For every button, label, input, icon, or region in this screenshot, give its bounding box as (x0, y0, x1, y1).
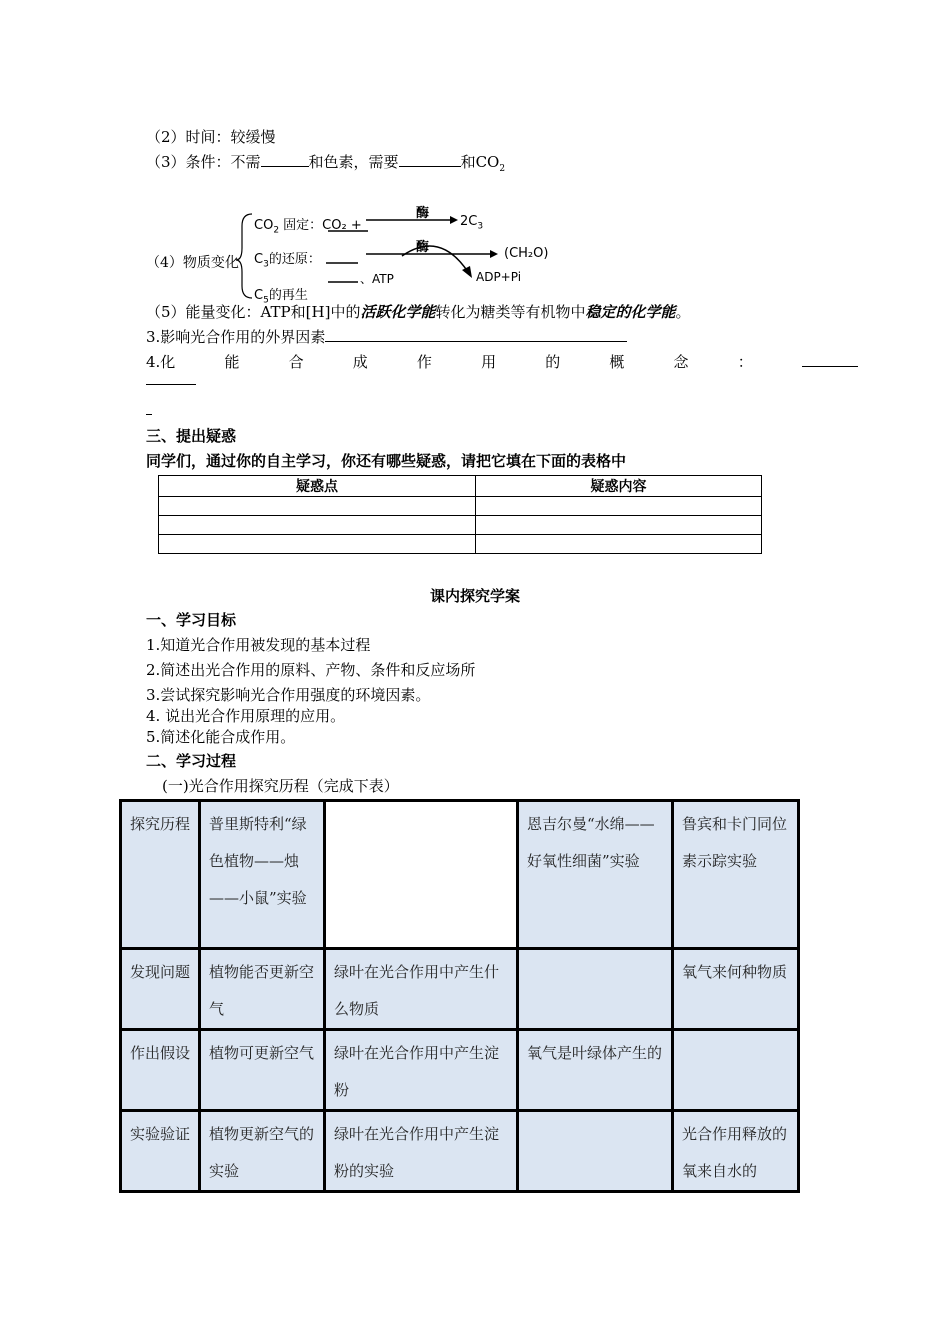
history-table (119, 799, 800, 1193)
conditions-text-b: 和色素，需要 (308, 153, 399, 171)
section-title: 课内探究学案 (429, 587, 520, 605)
conditions-text-a: （3）条件：不需 (146, 153, 261, 171)
table-cell: 植物更新空气的实验 (200, 1111, 325, 1192)
table-cell[interactable] (159, 516, 476, 535)
blank-field[interactable] (325, 327, 627, 342)
blank-field[interactable] (399, 152, 461, 167)
table-cell: 绿叶在光合作用中产生什么物质 (325, 949, 518, 1030)
item4-char: 4.化 (146, 353, 176, 371)
table-cell[interactable] (476, 497, 762, 516)
energy-text-c: 转化为糖类等有机物中 (435, 303, 586, 321)
table-cell: 作出假设 (121, 1030, 200, 1111)
table-row (121, 949, 799, 1030)
enzyme-label-1: 酶 (416, 206, 430, 221)
table-cell: 鲁宾和卡门同位素示踪实验 (673, 801, 799, 949)
table-cell: 绿叶在光合作用中产生淀粉 (325, 1030, 518, 1111)
item4-char: 用 (481, 353, 497, 371)
goal-item: 1.知道光合作用被发现的基本过程 (146, 636, 371, 654)
curved-arrow (402, 246, 468, 272)
table-row (121, 801, 799, 949)
line-time: （2）时间：较缓慢 (146, 128, 276, 146)
section3-intro: 同学们，通过你的自主学习，你还有哪些疑惑，请把它填在下面的表格中 (146, 452, 627, 470)
process-subheading: (一)光合作用探究历程（完成下表） (162, 777, 399, 795)
item4-char: 成 (352, 353, 368, 371)
table-cell: 氧气来何种物质 (673, 949, 799, 1030)
item4-char: ： (737, 353, 753, 371)
table-header-cell: 疑惑内容 (476, 476, 762, 497)
arrow-head-1 (450, 216, 458, 224)
c3-reduction: $C_3$的还原： (254, 252, 321, 270)
goal-item: 3.尝试探究影响光合作用强度的环境因素。 (146, 686, 431, 704)
process-heading: 二、学习过程 (146, 752, 237, 770)
curved-arrow-head (462, 266, 472, 278)
item3-text: 3.影响光合作用的外界因素 (146, 328, 326, 346)
conditions-text-c: 和CO (460, 153, 500, 171)
table-cell: 绿叶在光合作用中产生淀粉的实验 (325, 1111, 518, 1192)
subscript: 2 (499, 164, 506, 174)
item4-continuation[interactable] (146, 384, 196, 386)
item4-char: 念 (673, 353, 689, 371)
item4-char: 的 (545, 353, 561, 371)
item4-char: 概 (609, 353, 625, 371)
energy-emphasis-1: 活跃化学能 (360, 303, 436, 321)
product-ch2o: (CH₂O) (504, 246, 549, 261)
blank-field[interactable] (802, 352, 858, 367)
goal-item: 5.简述化能合成作用。 (146, 728, 296, 746)
table-cell: 发现问题 (121, 949, 200, 1030)
table-cell[interactable] (159, 535, 476, 554)
table-row (159, 535, 762, 554)
blank-field[interactable] (261, 152, 309, 167)
product-2c3: $2C_3$ (460, 214, 484, 232)
table-cell: 植物可更新空气 (200, 1030, 325, 1111)
table-row (159, 516, 762, 535)
line-conditions (146, 152, 505, 179)
goal-item: 4. 说出光合作用原理的应用。 (146, 707, 346, 725)
table-row (159, 476, 762, 497)
table-cell[interactable] (476, 516, 762, 535)
energy-emphasis-2: 稳定的化学能 (585, 303, 676, 321)
diagram-label: （4）物质变化 (146, 255, 239, 271)
item4-char: 能 (224, 353, 240, 371)
arrow-head-2 (490, 250, 498, 258)
item4-char: 作 (416, 353, 432, 371)
table-cell[interactable] (159, 497, 476, 516)
line-item3 (146, 327, 627, 347)
enzyme-label-2: 酶 (416, 240, 430, 255)
goal-item: 2.简述出光合作用的原料、产物、条件和反应场所 (146, 661, 476, 679)
table-header-cell: 疑惑点 (159, 476, 476, 497)
line-energy (146, 302, 691, 322)
table-cell[interactable] (673, 1030, 799, 1111)
line-item4 (146, 352, 858, 372)
table-cell: 探究历程 (121, 801, 200, 949)
table-row (121, 1111, 799, 1192)
question-table (158, 475, 762, 554)
table-cell[interactable] (476, 535, 762, 554)
table-cell[interactable] (518, 949, 673, 1030)
item4-char: 合 (288, 353, 304, 371)
item4-continuation-2[interactable] (146, 414, 152, 416)
atp-label: 、ATP (360, 272, 394, 286)
table-cell: 普里斯特利“绿色植物——烛——小鼠”实验 (200, 801, 325, 949)
section3-heading: 三、提出疑惑 (146, 427, 237, 445)
table-cell[interactable] (325, 801, 518, 949)
adp-label: ADP+Pi (476, 270, 522, 284)
energy-text-a: （5）能量变化：ATP和[H]中的 (146, 303, 361, 321)
table-row (121, 1030, 799, 1111)
c5-regeneration: $C_5$的再生 (254, 288, 308, 306)
left-brace (236, 214, 252, 298)
table-row (159, 497, 762, 516)
goals-heading: 一、学习目标 (146, 611, 237, 629)
table-cell[interactable] (518, 1111, 673, 1192)
table-cell: 氧气是叶绿体产生的 (518, 1030, 673, 1111)
material-change-diagram (140, 190, 580, 305)
co2-fixation: $CO_2$ 固定：CO₂ + (254, 218, 362, 236)
table-cell: 实验验证 (121, 1111, 200, 1192)
table-cell: 光合作用释放的氧来自水的 (673, 1111, 799, 1192)
table-cell: 植物能否更新空气 (200, 949, 325, 1030)
energy-text-e: 。 (675, 303, 691, 321)
table-cell: 恩吉尔曼“水绵——好氧性细菌”实验 (518, 801, 673, 949)
